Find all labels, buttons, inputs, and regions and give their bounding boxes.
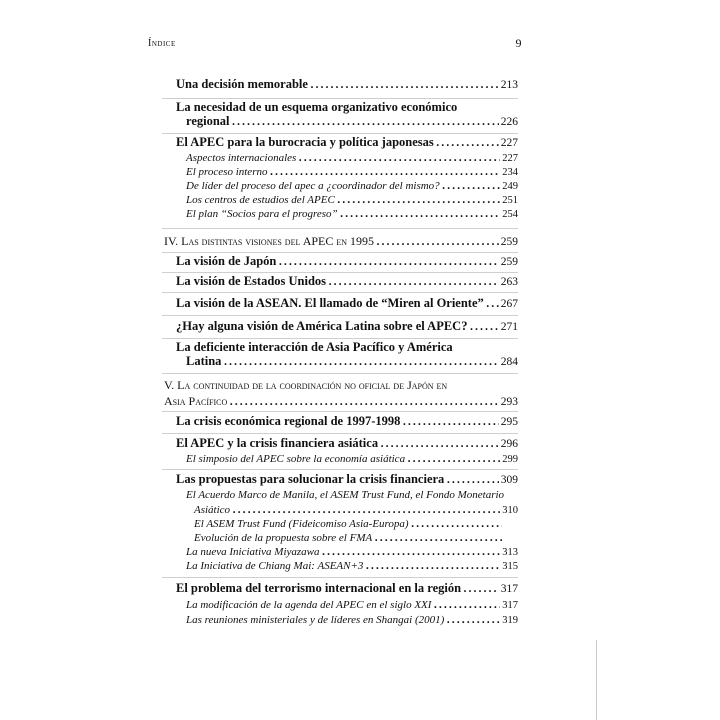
toc-entry[interactable]	[176, 413, 518, 429]
toc-subentry-title: Evolución de la propuesta sobre el FMA	[194, 532, 373, 544]
toc-entry-title: regional	[186, 114, 230, 128]
toc-entry-page: 317	[500, 583, 518, 595]
toc-entry-title: La visión de la ASEAN. El llamado de “Miren al Oriente”	[176, 296, 484, 310]
leader-dots	[433, 596, 500, 612]
toc-entry-title: Una decisión memorable	[176, 77, 308, 91]
toc-subentry[interactable]	[186, 557, 518, 573]
toc-subentry[interactable]	[186, 611, 518, 627]
running-head-title: Índice	[148, 38, 176, 49]
leader-dots	[328, 273, 499, 289]
toc-entry[interactable]	[186, 113, 518, 129]
entry-divider	[162, 292, 518, 293]
leader-dots	[310, 76, 499, 92]
leader-dots	[380, 435, 499, 451]
toc-entry[interactable]	[176, 76, 518, 92]
toc-chapter-title: Asia Pacífico	[164, 394, 228, 408]
toc-chapter[interactable]	[164, 233, 518, 249]
leader-dots	[232, 113, 499, 129]
toc-entry[interactable]	[176, 295, 518, 311]
toc-entry[interactable]	[186, 353, 518, 369]
entry-divider	[162, 433, 518, 434]
toc-subentry-title: De líder del proceso del apec a ¿coordinador del mismo?	[186, 180, 440, 192]
leader-dots	[402, 413, 498, 429]
leader-dots	[469, 318, 498, 334]
leader-dots	[446, 471, 498, 487]
toc-subentry-title: Asiático	[194, 504, 231, 516]
toc-chapter-page: 293	[500, 396, 518, 408]
toc-subentry[interactable]	[186, 596, 518, 612]
toc-entry-title-line1[interactable]: La deficiente interacción de Asia Pacífico y América	[176, 340, 453, 354]
toc-subentry-title: El proceso interno	[186, 166, 268, 178]
toc-entry[interactable]	[176, 134, 518, 150]
leader-dots	[229, 393, 499, 409]
toc-entry-page: 267	[500, 298, 518, 310]
toc-subentry-title: Los centros de estudios del APEC	[186, 194, 335, 206]
toc-entry-title: El APEC para la burocracia y política japonesas	[176, 135, 434, 149]
leader-dots	[278, 253, 498, 269]
leader-dots	[340, 205, 501, 221]
entry-divider	[162, 577, 518, 578]
toc-chapter[interactable]	[164, 393, 518, 409]
toc-chapter-page: 259	[500, 236, 518, 248]
toc-subentry-title: Las reuniones ministeriales y de líderes en Shangai (2001)	[186, 614, 445, 626]
toc-entry-page: 259	[500, 256, 518, 268]
toc-subentry-page: 254	[502, 209, 518, 220]
toc-entry-page: 296	[500, 438, 518, 450]
toc-chapter-title-line1[interactable]: V. La continuidad de la coordinación no oficial de Japón en	[164, 378, 448, 392]
page-number: 9	[515, 36, 522, 50]
toc-entry-page: 295	[500, 416, 518, 428]
leader-dots	[486, 295, 499, 311]
toc-subentry-title: La nueva Iniciativa Miyazawa	[186, 546, 320, 558]
leader-dots	[436, 134, 499, 150]
toc-entry-title-line1[interactable]: La necesidad de un esquema organizativo económico	[176, 100, 458, 114]
toc-subentry-page: 317	[502, 600, 518, 611]
toc-subentry-title: La Iniciativa de Chiang Mai: ASEAN+3	[186, 560, 364, 572]
scan-margin-line	[596, 640, 597, 720]
toc-subentry-page: 310	[502, 505, 518, 516]
toc-entry[interactable]	[176, 273, 518, 289]
leader-dots	[446, 611, 500, 627]
leader-dots	[463, 580, 499, 596]
entry-divider	[162, 469, 518, 470]
entry-divider	[162, 315, 518, 316]
toc-entry-page: 227	[500, 137, 518, 149]
toc-entry-page: 309	[500, 474, 518, 486]
toc-chapter-title: IV. Las distintas visiones del APEC en 1995	[164, 234, 375, 248]
toc-entry[interactable]	[176, 471, 518, 487]
toc-entry[interactable]	[176, 318, 518, 334]
toc-subentry[interactable]	[186, 205, 518, 221]
entry-divider	[162, 228, 518, 229]
toc-subentry-page: 227	[502, 153, 518, 164]
toc-entry-page: 226	[500, 116, 518, 128]
toc-entry-page: 213	[500, 79, 518, 91]
toc-subentry-title: El plan “Socios para el progreso”	[186, 208, 338, 220]
toc-entry-title: El APEC y la crisis financiera asiática	[176, 436, 379, 450]
toc-subentry-page: 234	[502, 167, 518, 178]
entry-divider	[162, 411, 518, 412]
toc-entry-title: La visión de Estados Unidos	[176, 274, 327, 288]
toc-subentry-page: 319	[502, 615, 518, 626]
toc-entry-page: 263	[500, 276, 518, 288]
toc-subentry[interactable]	[186, 450, 518, 466]
toc-entry-title: Las propuestas para solucionar la crisis financiera	[176, 472, 445, 486]
toc-entry-page: 271	[500, 321, 518, 333]
toc-subentry-page: 313	[502, 547, 518, 558]
leader-dots	[365, 557, 500, 573]
toc-entry-title: La crisis económica regional de 1997-1998	[176, 414, 401, 428]
toc-subentry-page: 315	[502, 561, 518, 572]
toc-subentry-page: 251	[502, 195, 518, 206]
toc-entry[interactable]	[176, 580, 518, 596]
toc-entry-title: ¿Hay alguna visión de América Latina sobre el APEC?	[176, 319, 468, 333]
toc-subentry-title: El ASEM Trust Fund (Fideicomiso Asia-Europa)	[194, 518, 409, 530]
leader-dots	[223, 353, 498, 369]
toc-subentry-title-line1[interactable]: El Acuerdo Marco de Manila, el ASEM Trust Fund, el Fondo Monetario	[186, 489, 505, 501]
toc-entry[interactable]	[176, 253, 518, 269]
toc-subentry-title: La modificación de la agenda del APEC en el siglo XXI	[186, 599, 432, 611]
leader-dots	[407, 450, 500, 466]
leader-dots	[376, 233, 499, 249]
toc-entry-title: El problema del terrorismo internacional en la región	[176, 581, 462, 595]
entry-divider	[162, 373, 518, 374]
toc-entry-title: Latina	[186, 354, 222, 368]
toc-subentry-page: 249	[502, 181, 518, 192]
toc-entry-page: 284	[500, 356, 518, 368]
toc-subentry-title: El simposio del APEC sobre la economía asiática	[186, 453, 406, 465]
toc-entry[interactable]	[176, 435, 518, 451]
toc-subentry-page: 299	[502, 454, 518, 465]
toc-subentry-title: Aspectos internacionales	[186, 152, 297, 164]
toc-entry-title: La visión de Japón	[176, 254, 277, 268]
